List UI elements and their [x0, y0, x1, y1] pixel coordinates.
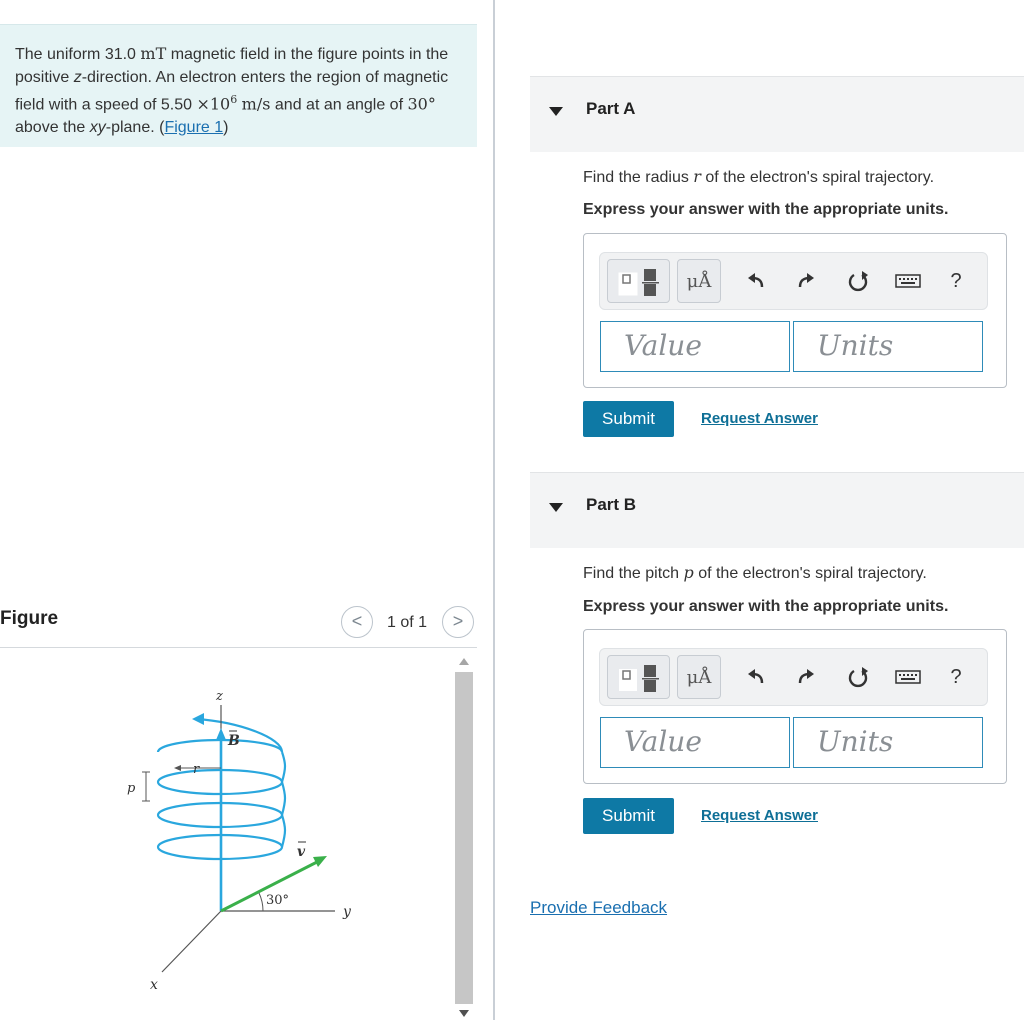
- chevron-left-icon: <: [351, 611, 363, 631]
- fraction-template-icon: [608, 260, 671, 304]
- problem-text: The uniform 31.0: [15, 46, 136, 63]
- figure-page-indicator: 1 of 1: [387, 614, 428, 631]
- angle-value: 30: [407, 94, 428, 114]
- z-direction: z: [73, 68, 82, 86]
- chevron-right-icon: >: [452, 611, 464, 631]
- problem-text: -direction. An electron enters the region of magnetic field with a speed of 5.50: [15, 68, 449, 114]
- figure-image: [0, 650, 452, 1020]
- scroll-up-arrow-icon[interactable]: [459, 658, 469, 665]
- pitch-label: p: [127, 781, 136, 796]
- part-b-answer-box: [583, 629, 1007, 784]
- help-button[interactable]: ?: [950, 269, 962, 292]
- fraction-template-button[interactable]: [607, 259, 670, 303]
- figure-header: [0, 604, 477, 648]
- redo-icon: [796, 668, 816, 686]
- value-input[interactable]: Value: [600, 321, 790, 372]
- units-input[interactable]: Units: [793, 321, 983, 372]
- keyboard-button[interactable]: [888, 253, 928, 309]
- part-b-title: Part B: [586, 495, 637, 514]
- reset-icon: [847, 666, 869, 688]
- part-b-question: Find the pitch p of the electron's spiral trajectory.: [583, 563, 927, 582]
- collapse-caret-icon[interactable]: [549, 107, 563, 116]
- problem-statement: [0, 24, 477, 147]
- speed-unit: m/s: [241, 94, 271, 114]
- problem-text: ): [223, 118, 229, 136]
- radius-arrow: [174, 765, 181, 771]
- figure-link[interactable]: Figure 1: [164, 118, 224, 136]
- problem-text: -plane. (: [105, 118, 165, 136]
- b-field-arrow: [216, 728, 226, 740]
- power-base: 10: [209, 94, 231, 114]
- fraction-template-icon: [608, 656, 671, 700]
- times-symbol: ×: [196, 94, 210, 114]
- undo-icon: [746, 272, 766, 290]
- part-a-request-answer-link[interactable]: Request Answer: [701, 410, 818, 427]
- units-input[interactable]: Units: [793, 717, 983, 768]
- figure-scrollbar[interactable]: [453, 656, 475, 1020]
- field-unit: mT: [140, 44, 167, 63]
- pane-divider[interactable]: [493, 0, 495, 1020]
- math-toolbar: [599, 648, 988, 706]
- b-field-label: B: [228, 733, 240, 749]
- angle-label: 30°: [266, 893, 290, 908]
- figure-title: Figure: [0, 608, 59, 629]
- units-tool-button[interactable]: μÅ: [677, 655, 721, 699]
- reset-button[interactable]: [838, 253, 878, 309]
- power-exponent: 6: [230, 93, 238, 106]
- pitch-symbol: p: [683, 563, 694, 582]
- next-figure-button[interactable]: [442, 606, 474, 638]
- radius-label: r: [193, 762, 200, 777]
- keyboard-icon: [895, 669, 921, 685]
- undo-button[interactable]: [736, 253, 776, 309]
- part-a-title: Part A: [586, 99, 636, 118]
- part-a-header[interactable]: [530, 76, 1024, 152]
- value-input[interactable]: Value: [600, 717, 790, 768]
- provide-feedback-link[interactable]: Provide Feedback: [530, 898, 668, 917]
- part-a-question: Find the radius r of the electron's spiral trajectory.: [583, 167, 935, 186]
- y-axis-label: y: [343, 904, 351, 920]
- collapse-caret-icon[interactable]: [549, 503, 563, 512]
- redo-button[interactable]: [786, 649, 826, 705]
- part-a-instruction: Express your answer with the appropriate units.: [583, 201, 949, 218]
- help-button[interactable]: ?: [950, 665, 962, 688]
- fraction-template-button[interactable]: [607, 655, 670, 699]
- z-axis-label: z: [216, 689, 223, 704]
- degree-symbol: °: [427, 94, 436, 114]
- part-b-header[interactable]: [530, 472, 1024, 548]
- undo-icon: [746, 668, 766, 686]
- part-b-submit-button[interactable]: Submit: [583, 798, 674, 834]
- redo-button[interactable]: [786, 253, 826, 309]
- math-toolbar: [599, 252, 988, 310]
- x-axis-label: x: [150, 977, 158, 993]
- angle-arc: [259, 893, 263, 911]
- plane-label: xy: [89, 118, 106, 136]
- problem-text: and at an angle of: [270, 96, 408, 114]
- reset-icon: [847, 270, 869, 292]
- part-a-answer-box: [583, 233, 1007, 388]
- radius-symbol: r: [693, 167, 701, 186]
- reset-button[interactable]: [838, 649, 878, 705]
- keyboard-button[interactable]: [888, 649, 928, 705]
- keyboard-icon: [895, 273, 921, 289]
- velocity-label: v: [297, 844, 306, 860]
- scroll-thumb[interactable]: [455, 672, 473, 1004]
- x-axis: [162, 911, 221, 972]
- helix-diagram: [0, 650, 452, 1020]
- problem-text: magnetic field in the figure points in the positive: [15, 46, 449, 86]
- redo-icon: [796, 272, 816, 290]
- part-b-request-answer-link[interactable]: Request Answer: [701, 807, 818, 824]
- units-tool-button[interactable]: μÅ: [677, 259, 721, 303]
- scroll-down-arrow-icon[interactable]: [459, 1010, 469, 1017]
- part-a-submit-button[interactable]: Submit: [583, 401, 674, 437]
- helix-arrow: [192, 713, 204, 725]
- previous-figure-button[interactable]: [341, 606, 373, 638]
- part-b-instruction: Express your answer with the appropriate units.: [583, 598, 949, 615]
- problem-text: above the: [15, 118, 90, 136]
- undo-button[interactable]: [736, 649, 776, 705]
